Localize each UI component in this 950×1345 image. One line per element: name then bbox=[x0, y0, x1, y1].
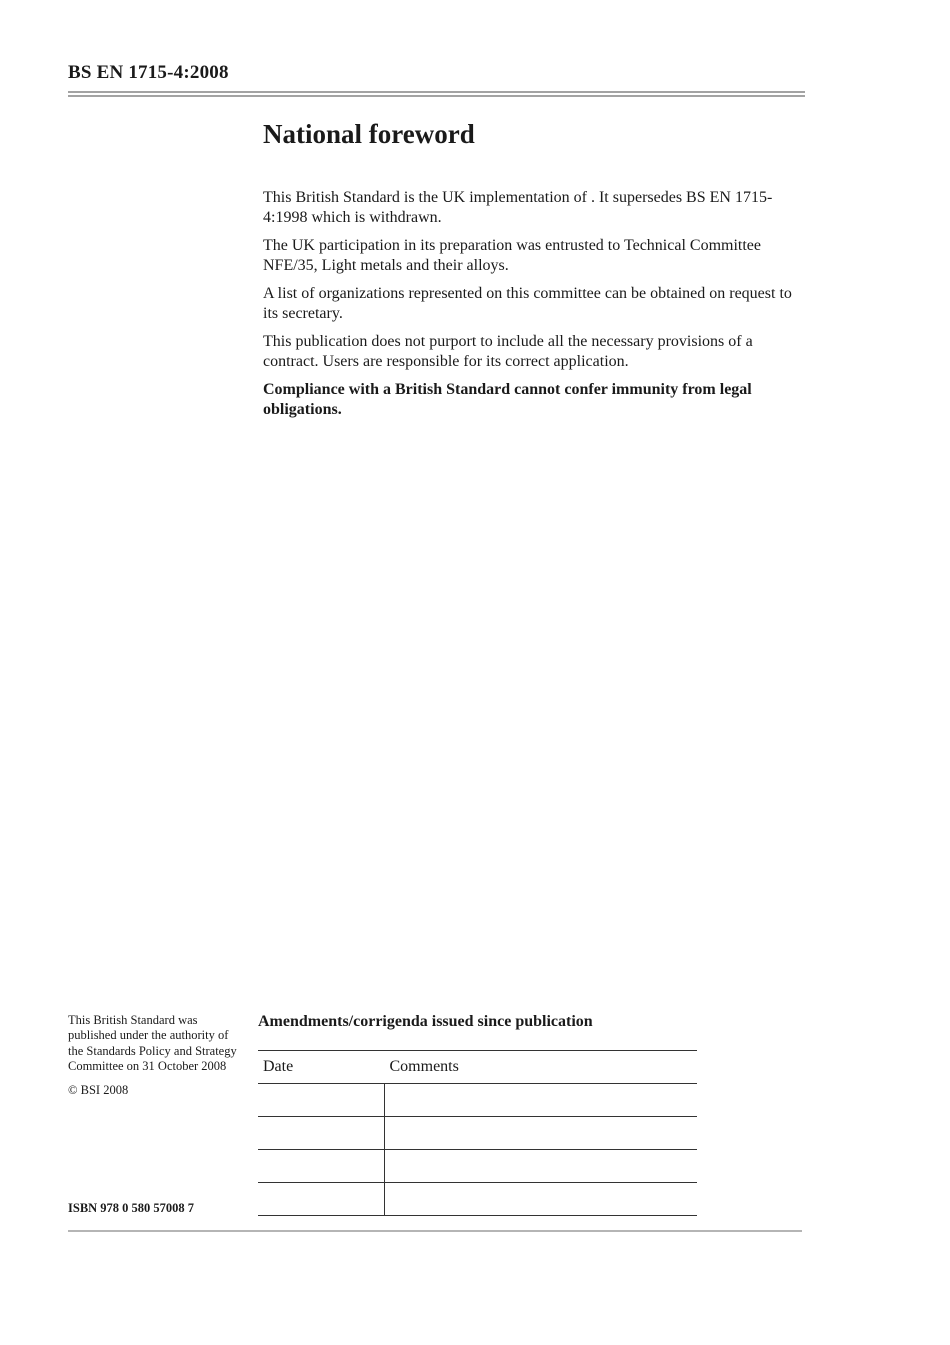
foreword-paragraph: A list of organizations represented on this committee can be obtained on request to its secretary. bbox=[263, 285, 792, 322]
column-header-date: Date bbox=[258, 1051, 385, 1084]
date-cell bbox=[258, 1150, 385, 1183]
date-cell bbox=[258, 1117, 385, 1150]
header-rule bbox=[68, 91, 805, 100]
comments-cell bbox=[385, 1117, 698, 1150]
isbn: ISBN 978 0 580 57008 7 bbox=[68, 1201, 195, 1215]
comments-cell bbox=[385, 1084, 698, 1117]
foreword-paragraph: The UK participation in its preparation was entrusted to Technical Committee NFE/35, Light metals and their alloys. bbox=[263, 237, 761, 274]
amendments-title: Amendments/corrigenda issued since publication bbox=[258, 1013, 593, 1030]
foreword-paragraph: This British Standard is the UK implementation of . It supersedes BS EN 1715-4:1998 which is withdrawn. bbox=[263, 189, 773, 226]
date-cell bbox=[258, 1084, 385, 1117]
amendments-table bbox=[258, 1050, 697, 1216]
comments-cell bbox=[385, 1183, 698, 1216]
table-row bbox=[258, 1150, 697, 1183]
column-header-comments: Comments bbox=[385, 1051, 698, 1084]
copyright-notice: © BSI 2008 bbox=[68, 1082, 129, 1097]
foreword-body bbox=[263, 188, 803, 428]
footer-rule bbox=[68, 1230, 802, 1232]
table-row bbox=[258, 1084, 697, 1117]
table-row bbox=[258, 1117, 697, 1150]
document-code: BS EN 1715-4:2008 bbox=[68, 62, 229, 83]
foreword-paragraph: This publication does not purport to include all the necessary provisions of a contract. Users are responsible for its correct application. bbox=[263, 333, 753, 370]
table-row bbox=[258, 1183, 697, 1216]
date-cell bbox=[258, 1183, 385, 1216]
publication-note: This British Standard was published under the authority of the Standards Policy and Strategy Committee on 31 October 2008 bbox=[68, 1013, 237, 1074]
compliance-note: Compliance with a British Standard cannot confer immunity from legal obligations. bbox=[263, 381, 752, 418]
comments-cell bbox=[385, 1150, 698, 1183]
publication-sidebar bbox=[68, 1013, 238, 1106]
table-header-row bbox=[258, 1051, 697, 1084]
page-title: National foreword bbox=[263, 119, 475, 149]
